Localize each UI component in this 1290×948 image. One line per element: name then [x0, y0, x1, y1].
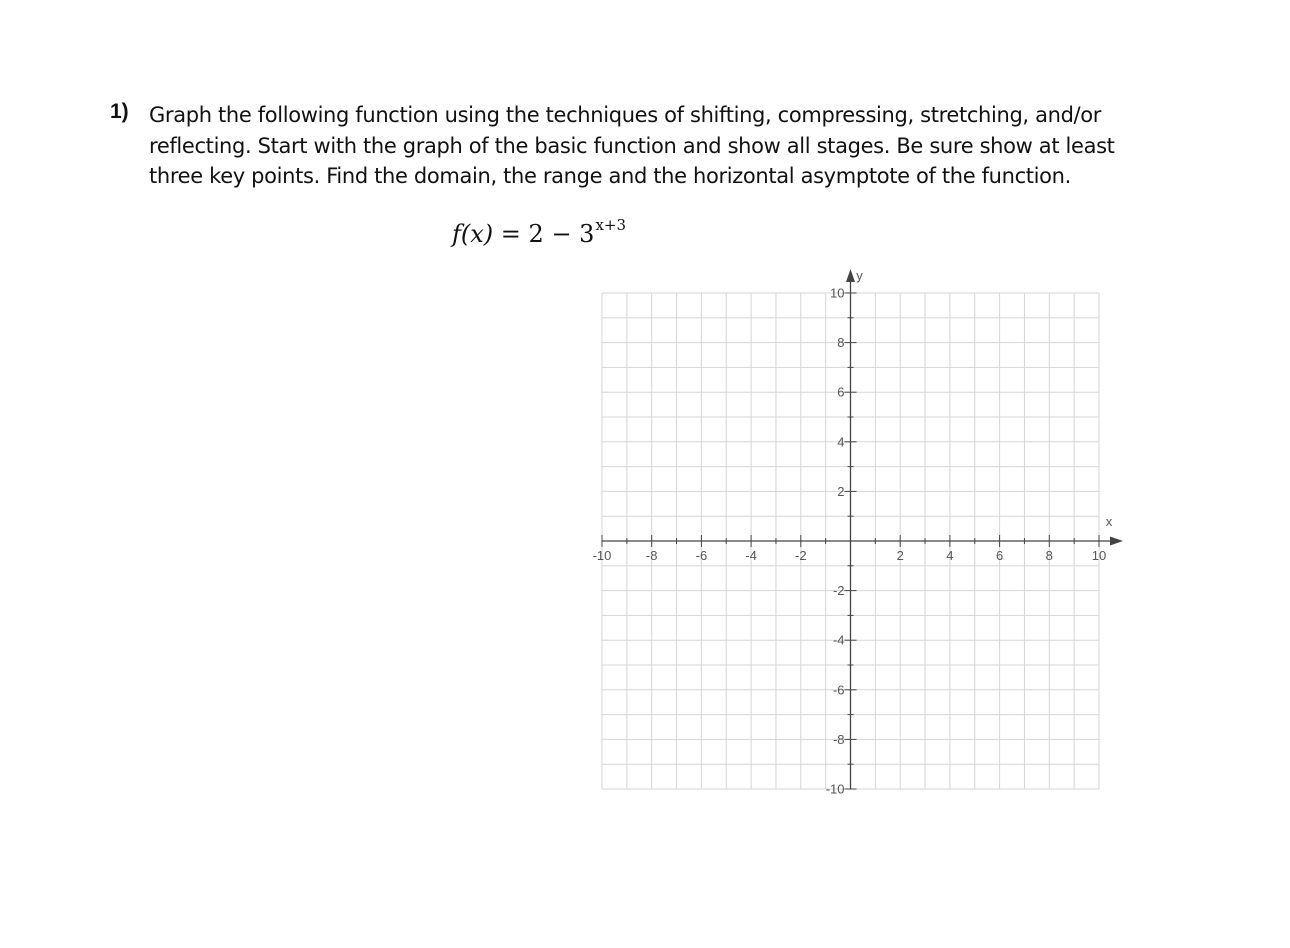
formula-body: 2 − 3: [528, 220, 595, 248]
y-tick-label: 4: [837, 434, 845, 450]
x-tick-label: -10: [592, 548, 612, 563]
y-tick-label: -6: [832, 682, 845, 698]
y-tick-label: -8: [832, 731, 845, 747]
y-tick-label: 6: [837, 384, 845, 400]
x-tick-label: 2: [896, 548, 904, 563]
y-tick-label: -2: [832, 583, 845, 599]
y-tick-label: -4: [832, 632, 845, 648]
y-axis-arrow: [846, 269, 855, 282]
formula-exponent: x+3: [595, 216, 627, 234]
instruction-line: three key points. Find the domain, the range and the horizontal asymptote of the function.: [149, 164, 1071, 188]
x-tick-label: 4: [946, 548, 954, 563]
formula-lhs: f(x): [452, 220, 494, 248]
x-axis-arrow: [1110, 537, 1123, 546]
y-tick-label: -10: [825, 781, 845, 797]
formula-equals: =: [500, 220, 521, 248]
x-tick-label: 6: [995, 548, 1004, 563]
y-axis-label: y: [856, 268, 863, 283]
x-tick-label: -6: [695, 548, 708, 563]
y-tick-label: 10: [830, 285, 845, 301]
x-tick-label: 10: [1091, 548, 1107, 563]
instruction-line: Graph the following function using the techniques of shifting, compressing, stretching, and/or: [149, 103, 1102, 127]
x-tick-label: 8: [1045, 548, 1053, 563]
x-tick-label: -8: [645, 548, 658, 563]
problem-number: 1): [110, 100, 129, 123]
y-tick-label: 2: [837, 483, 845, 499]
x-tick-label: -4: [745, 548, 757, 563]
x-tick-label: -2: [795, 548, 807, 563]
instruction-line: reflecting. Start with the graph of the basic function and show all stages. Be sure show at least: [149, 133, 1115, 158]
x-axis-label: x: [1105, 514, 1113, 529]
y-tick-label: 8: [837, 335, 845, 351]
